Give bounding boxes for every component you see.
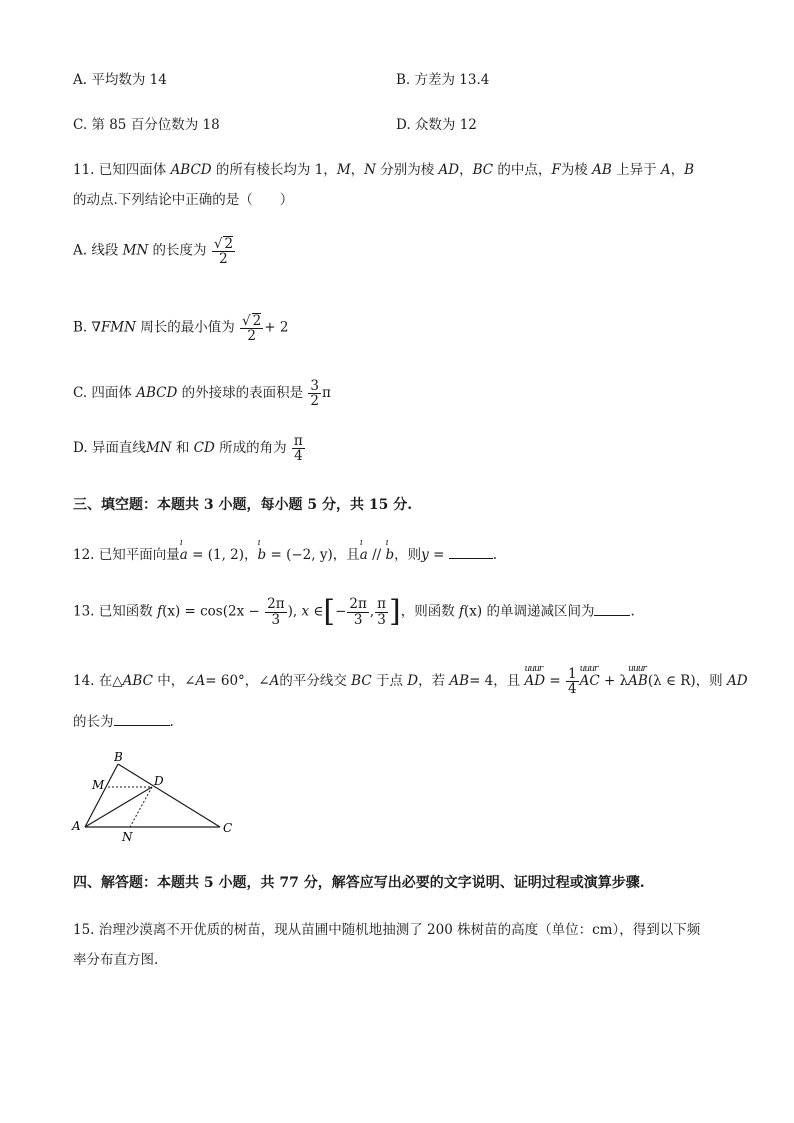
answer-blank <box>114 725 170 726</box>
triangle-figure <box>70 752 240 844</box>
option-b-q10: B. 方差为 13.4 <box>396 72 490 88</box>
label-a: A <box>72 819 81 833</box>
option-a-q10: A. 平均数为 14 <box>73 72 167 88</box>
vector-a: ı a <box>179 538 188 563</box>
q11-stem-line2: 的动点.下列结论中正确的是（ ） <box>73 192 294 208</box>
section4-heading: 四、解答题：本题共 5 小题，共 77 分，解答应写出必要的文字说明、证明过程或演算步骤. <box>73 875 645 891</box>
q15-stem-line1: 15. 治理沙漠离不开优质的树苗，现从苗圃中随机地抽测了 200 株树苗的高度（单位：cm），得到以下频 <box>73 922 701 938</box>
q11-option-d: D. 异面直线MN 和 CD 所成的角为 $\frac{\pi}{4}$ <box>73 433 303 465</box>
label-d: D <box>154 774 164 788</box>
label-c: C <box>223 821 233 835</box>
answer-blank <box>449 558 493 559</box>
fraction: $\frac{\pi}{4}$ <box>293 433 303 465</box>
answer-blank <box>594 615 630 616</box>
q13-stem: 13. 已知函数 f(x) = cos(2x − $\frac{2\pi}{3}$ ), x ∈[− $\frac{2\pi}{3}$ , $\frac{\pi}{3}$ ]，则函数 f(x) 的单调递减区间为 . <box>73 594 635 629</box>
label-b: B <box>114 752 123 764</box>
q11-stem-line1: 11. 已知四面体 ABCD 的所有棱长均为 1，M，N 分别为棱 AD，BC 的中点，F为棱 AB 上异于 A，B <box>73 162 695 178</box>
q11-option-b: B. ∇FMN 周长的最小值为 $\frac{√ 2}{2}$ + 2 <box>73 313 289 345</box>
fraction: $\frac{3}{2}$ <box>310 378 319 410</box>
q14-stem-line1: 14. 在△ABC 中，∠A= 60°，∠A的平分线交 BC 于点 D，若 AB= 4，且 uuur AD = $\frac{1}{4}$ uuur AC + λ uuur AB(λ ∈ R)，则 AD <box>73 664 748 698</box>
q15-stem-line2: 率分布直方图. <box>73 952 159 968</box>
q12-stem: 12. 已知平面向量 ı a = (1, 2)， ı b = (−2, y)，且 ı a // ı b，则y = . <box>73 538 497 563</box>
fraction: $\frac{√ 2}{2}$ <box>213 236 234 268</box>
option-c-q10: C. 第 85 百分位数为 18 <box>73 117 220 133</box>
q11-option-a: A. 线段 MN 的长度为 $\frac{√ 2}{2}$ <box>73 236 234 268</box>
section3-heading: 三、填空题：本题共 3 小题，每小题 5 分，共 15 分. <box>73 497 413 513</box>
fraction: $\frac{√ 2}{2}$ <box>242 313 262 345</box>
q11-option-c: C. 四面体 ABCD 的外接球的表面积是 $\frac{3}{2}$ π <box>73 378 331 410</box>
q14-stem-line2: 的长为 . <box>73 714 174 730</box>
vector-b: ı b <box>257 538 267 563</box>
option-d-q10: D. 众数为 12 <box>396 117 477 133</box>
label-m: M <box>92 778 105 792</box>
label-n: N <box>122 830 133 844</box>
